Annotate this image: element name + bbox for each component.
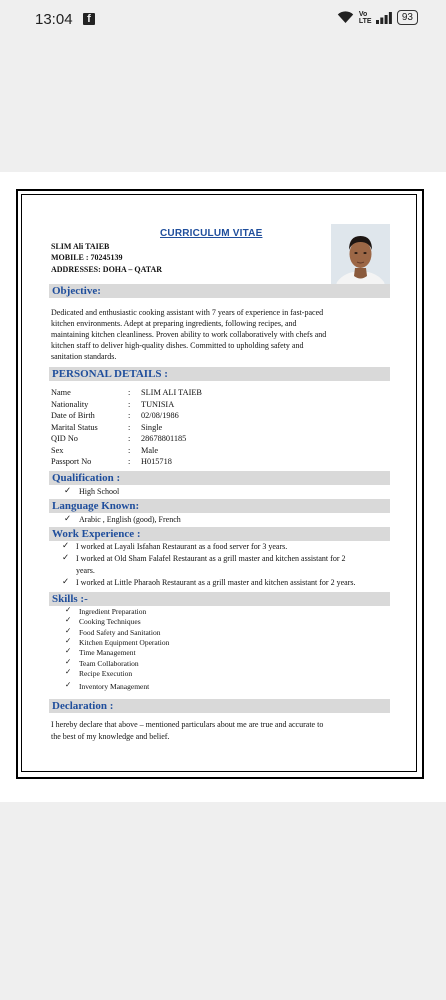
detail-separator: :: [128, 445, 131, 455]
detail-value: H015718: [141, 457, 172, 466]
declaration-heading: Declaration :: [49, 699, 390, 713]
detail-separator: :: [128, 422, 131, 432]
objective-line: kitchen environments. Adept at preparing ingredients, following recipes, and: [51, 319, 297, 328]
check-icon: ✓: [65, 666, 72, 676]
skill-item: Time Management: [79, 648, 136, 658]
skill-item: Kitchen Equipment Operation: [79, 637, 170, 647]
check-icon: ✓: [65, 656, 72, 666]
objective-heading: Objective:: [49, 284, 390, 298]
skills-heading: Skills :-: [49, 592, 390, 606]
detail-label: Nationality: [51, 399, 89, 409]
cv-page: [0, 172, 446, 802]
declaration-line: the best of my knowledge and belief.: [51, 732, 170, 741]
cv-document: [0, 172, 446, 802]
status-time: 13:04: [35, 11, 73, 28]
detail-separator: :: [128, 399, 131, 409]
check-icon: ✓: [65, 605, 72, 614]
check-icon: ✓: [64, 485, 72, 495]
detail-value: Single: [141, 422, 163, 432]
check-icon: ✓: [65, 646, 72, 656]
objective-line: kitchen staff to deliver high-quality dishes. Committed to upholding safety and: [51, 341, 304, 350]
detail-label: Passport No: [51, 457, 92, 466]
detail-value: TUNISIA: [141, 399, 175, 409]
work-item: I worked at Little Pharaoh Restaurant as a grill master and kitchen assistant for 2 years.: [76, 578, 356, 587]
work-item: I worked at Layali Isfahan Restaurant as a food server for 3 years.: [76, 542, 288, 551]
check-icon: ✓: [62, 540, 70, 550]
detail-label: QID No: [51, 434, 78, 443]
skill-item: Team Collaboration: [79, 658, 139, 668]
check-icon: ✓: [62, 576, 70, 586]
battery-icon: 93: [397, 10, 418, 25]
detail-value: SLIM ALI TAIEB: [141, 388, 202, 397]
check-icon: ✓: [65, 635, 72, 645]
qualification-heading: Qualification :: [49, 471, 390, 485]
detail-label: Sex: [51, 445, 64, 455]
detail-value: Male: [141, 445, 159, 455]
declaration-line: I hereby declare that above – mentioned particulars about me are true and accurate to: [51, 720, 324, 729]
language-item: Arabic , English (good), French: [79, 515, 181, 524]
check-icon: ✓: [65, 680, 72, 689]
language-heading: Language Known:: [49, 499, 390, 513]
cv-mobile: MOBILE : 70245139: [51, 253, 123, 262]
detail-separator: :: [128, 411, 131, 420]
qualification-item: High School: [79, 487, 120, 496]
personal-details-heading: PERSONAL DETAILS :: [49, 367, 390, 381]
objective-line: maintaining kitchen cleanliness. Proven ability to work collaboratively with chefs and: [51, 330, 327, 339]
check-icon: ✓: [64, 513, 72, 523]
detail-label: Date of Birth: [51, 411, 95, 420]
skill-item: Cooking Techniques: [79, 617, 141, 627]
detail-label: Marital Status: [51, 422, 98, 432]
detail-value: 02/08/1986: [141, 411, 179, 420]
detail-label: Name: [51, 388, 71, 397]
detail-separator: :: [128, 434, 131, 443]
cv-title: CURRICULUM VITAE: [160, 228, 263, 239]
detail-value: 28678801185: [141, 434, 187, 443]
signal-icon: [376, 12, 392, 24]
objective-line: sanitation standards.: [51, 352, 117, 361]
skill-item: Inventory Management: [79, 682, 150, 691]
check-icon: ✓: [65, 625, 72, 635]
check-icon: ✓: [62, 552, 70, 562]
skill-item: Food Safety and Sanitation: [79, 627, 161, 637]
wifi-icon: [337, 11, 354, 24]
volte-icon: Vo LTE: [358, 10, 372, 25]
facebook-icon: f: [83, 13, 95, 25]
objective-line: Dedicated and enthusiastic cooking assistant with 7 years of experience in fast-paced: [51, 308, 324, 317]
skill-item: Recipe Execution: [79, 668, 133, 678]
status-bar: [0, 0, 446, 40]
check-icon: ✓: [65, 615, 72, 625]
detail-separator: :: [128, 388, 131, 397]
work-item: years.: [76, 566, 95, 575]
work-experience-heading: Work Experience :: [49, 527, 390, 541]
skill-item: Ingredient Preparation: [79, 607, 147, 616]
cv-address: ADDRESSES: DOHA – QATAR: [51, 265, 163, 274]
work-item: I worked at Old Sham Falafel Restaurant as a grill master and kitchen assistant for 2: [76, 554, 346, 563]
cv-name: SLIM Ali TAIEB: [51, 242, 110, 251]
detail-separator: :: [128, 457, 131, 466]
status-icons: [337, 10, 418, 25]
